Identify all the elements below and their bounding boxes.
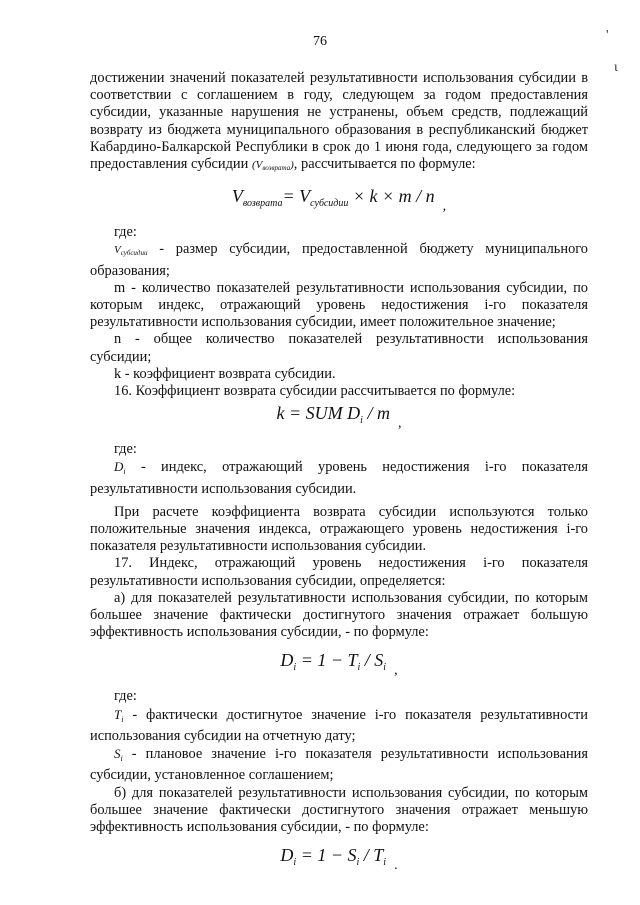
section-17b: б) для показателей результативности использования субсидии, по которым большее значение фактически достигнутого значения отражает меньшую эффективность использования субсидии, - по формуле: [90, 784, 588, 835]
section-16: 16. Коэффициент возврата субсидии рассчитывается по формуле: [114, 383, 516, 400]
definition-m: m - количество показателей результативности использования субсидии, по которым индекс, отражающий уровень недостижения i-го показателя результативности использования субсидии, имеет положительное значение; [90, 279, 588, 331]
scan-mark-top: ' [606, 28, 609, 43]
definition-d: $D_i$ - индекс, отражающий уровень недостижения i-го показателя результативности использования субсидии. [90, 459, 588, 497]
where-label-1: где: [114, 224, 137, 241]
section-17: 17. Индекс, отражающий уровень недостижения i-го показателя результативности использования субсидии, определяется: [90, 555, 588, 589]
v-return-symbol: $(V_{возврата})$ [251, 159, 294, 173]
formula-k: k = SUM $D_i / m_,$ [276, 403, 402, 432]
page-number: 76 [313, 34, 327, 49]
formula-return-volume: $V_{возврата}= V_{субсидии} \times k \times m / n_,$ [231, 186, 447, 215]
paragraph-continuation: достижении значений показателей результативности использования субсидии в соответствии с соглашением в году, следующем за годом предоставления субсидии, указанные нарушения не устранены, объем средств, подлежащий возврату из бюджета муниципального образования в республиканский бюджет Кабардино-Балкарской Республики в срок до 1 июня года, следующего за годом предоставления субсидии $(V_{возврата})$, рассчитывается по формуле: [90, 70, 588, 173]
formula-d-a: $D_i = 1 - T_i / S_i$ $_,$ [280, 650, 398, 679]
where-label-2: где: [114, 441, 137, 458]
definition-k: k - коэффициент возврата субсидии. [114, 365, 336, 382]
document-body [90, 70, 588, 883]
paragraph-calculation: При расчете коэффициента возврата субсидии используются только положительные значения индекса, отражающего уровень недостижения i-го показателя результативности использования субсидии. [90, 503, 588, 555]
definition-n: n - общее количество показателей результативности использования субсидии; [90, 331, 588, 365]
definition-v-subsidy: $V_{субсидии}$ - размер субсидии, предоставленной бюджету муниципального образования; [90, 241, 588, 279]
definition-s: $S_i$ - плановое значение i-го показателя результативности использования субсидии, установленное соглашением; [90, 746, 588, 784]
where-label-3: где: [114, 688, 137, 705]
definition-t: $T_i$ - фактически достигнутое значение i-го показателя результативности использования субсидии на отчетную дату; [90, 706, 588, 744]
scan-mark-mid: ι [614, 60, 618, 75]
formula-d-b: $D_i = 1 - S_i / T_i$ $_.$ [280, 845, 398, 874]
section-17a: а) для показателей результативности использования субсидии, по которым большее значение фактически достигнутого значения отражает большую эффективность использования субсидии, - по формуле: [90, 589, 588, 641]
